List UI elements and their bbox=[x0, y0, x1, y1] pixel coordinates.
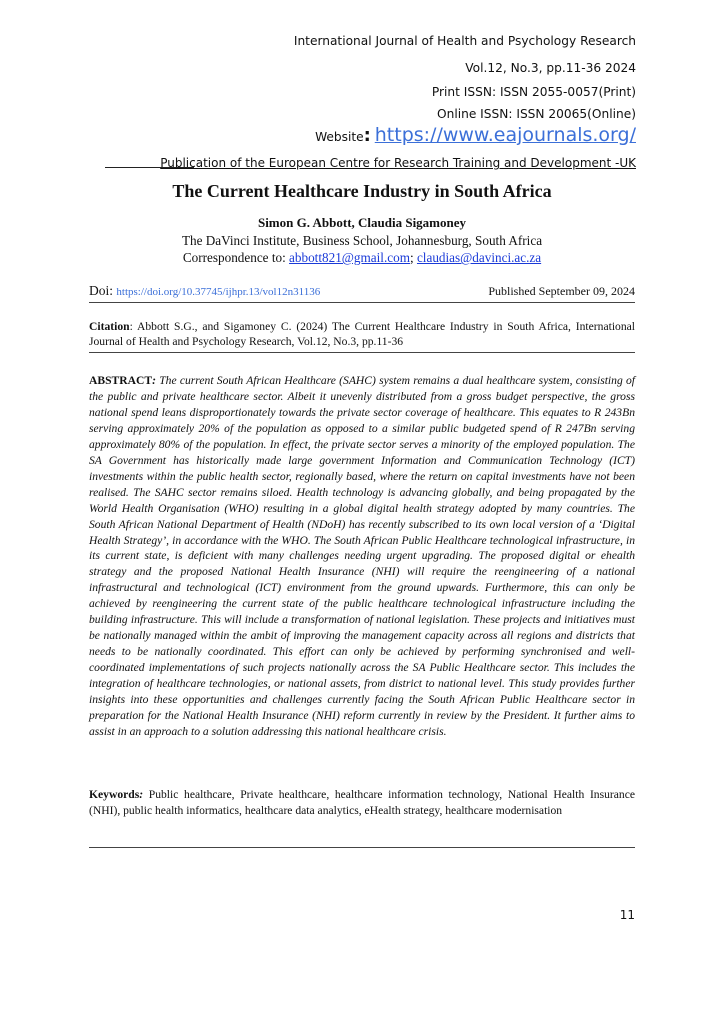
published-date: Published September 09, 2024 bbox=[488, 284, 635, 298]
correspondence-line bbox=[0, 250, 724, 266]
citation-block bbox=[89, 319, 635, 349]
online-issn: Online ISSN: ISSN 20065(Online) bbox=[437, 107, 636, 121]
correspondence-label: Correspondence to: bbox=[182, 250, 290, 265]
citation-divider bbox=[89, 352, 635, 353]
citation-text: : Abbott S.G., and Sigamoney C. (2024) The Current Healthcare Industry in South Africa, International Journal of Health and Psychology Research, Vol.12, No.3, pp.11-36 bbox=[89, 320, 635, 348]
author-affiliation: The DaVinci Institute, Business School, Johannesburg, South Africa bbox=[181, 233, 543, 248]
keywords-colon: : bbox=[139, 788, 149, 801]
doi-link[interactable]: https://doi.org/10.37745/ijhpr.13/vol12n31136 bbox=[116, 286, 321, 298]
website-line bbox=[315, 124, 636, 146]
website-label: Website bbox=[315, 130, 364, 144]
website-link[interactable]: https://www.eajournals.org/ bbox=[374, 124, 636, 146]
keywords-label: Keywords bbox=[89, 788, 140, 801]
keywords-block bbox=[89, 787, 635, 819]
keywords-text: Public healthcare, Private healthcare, healthcare information technology, National Health Insurance (NHI), public health informatics, healthcare data analytics, eHealth strategy, healthcare modernisation bbox=[89, 788, 636, 817]
volume-info: Vol.12, No.3, pp.11-36 2024 bbox=[465, 61, 636, 75]
citation-label: Citation bbox=[89, 320, 130, 333]
abstract-colon: : bbox=[152, 374, 160, 387]
email-link-1[interactable]: abbott821@gmail.com bbox=[289, 250, 410, 265]
print-issn: Print ISSN: ISSN 2055-0057(Print) bbox=[431, 85, 636, 99]
email-link-2[interactable]: claudias@davinci.ac.za bbox=[416, 250, 542, 265]
doi-row bbox=[89, 283, 635, 299]
doi-label: Doi: bbox=[89, 283, 117, 298]
journal-name: International Journal of Health and Psychology Research bbox=[293, 34, 636, 48]
abstract-text: The current South African Healthcare (SAHC) system remains a dual healthcare system, consisting of the public and private healthcare sector. Albeit it unevenly distributed from a gross budget perspective, the gross national spend leans disproportionately towards the private sector coverage of healthcare. This equates to R 243Bn serving approximately 20% of the population as opposed to a similar public budgeted spend of R 247Bn serving approximately 80% of the population. In effect, the private sector serves a minority of the employed population. The SA Government has historically made large government Information and Communication Technology (ICT) investments within the public health sector, regionally based, where the return on capital investments have not been realised. The SAHC sector remains siloed. Health technology is advancing globally, and being propagated by the World Health Organisation (WHO) resulting in a global digital health strategy adopted by many countries. The South African National Department of Health (NDoH) has recently subscribed to its own local version of a ‘Digital Health Strategy’, in accordance with the WHO. The South African Public Healthcare technological infrastructure, in its current state, is deficient with many challenges needing urgent upgrading. The proposed digital or ehealth strategy and the proposed National Health Insurance (NHI) will require the reengineering of a national infrastructural and technological (ICT) environment from the ground upwards. Furthermore, this can only be achieved by reengineering the current state of the public healthcare technological infrastructure including the building infrastructure. This will include a transformation of national legislation. These projects and initiatives must be nationally managed within the ambit of improving the management capacity across all regions and districts that needs to be nationally coordinated. This effort can only be achieved by performing synchronised and well-coordinated implementations of such projects nationally across the SA Public Healthcare sector. This includes the integration of healthcare technologies, or national assets, from district to national level. This study provides further insights into these opportunities and challenges currently facing the South African Public Healthcare sector in preparation for the National Health Insurance (NHI) reform currently in review by the President. It further aims to assist in an approach to a solution addressing this national healthcare crisis. bbox=[89, 374, 635, 738]
publisher-line: Publication of the European Centre for Research Training and Development -UK bbox=[160, 156, 636, 170]
keywords-divider bbox=[89, 847, 635, 848]
page-number: 11 bbox=[619, 908, 635, 922]
article-authors: Simon G. Abbott, Claudia Sigamoney bbox=[257, 215, 467, 230]
website-colon: : bbox=[363, 125, 371, 146]
abstract-block bbox=[89, 373, 635, 740]
abstract-label: ABSTRACT bbox=[89, 374, 153, 387]
email-separator: ; bbox=[409, 250, 417, 265]
doi-divider bbox=[89, 302, 635, 303]
article-title: The Current Healthcare Industry in South Africa bbox=[172, 181, 552, 201]
